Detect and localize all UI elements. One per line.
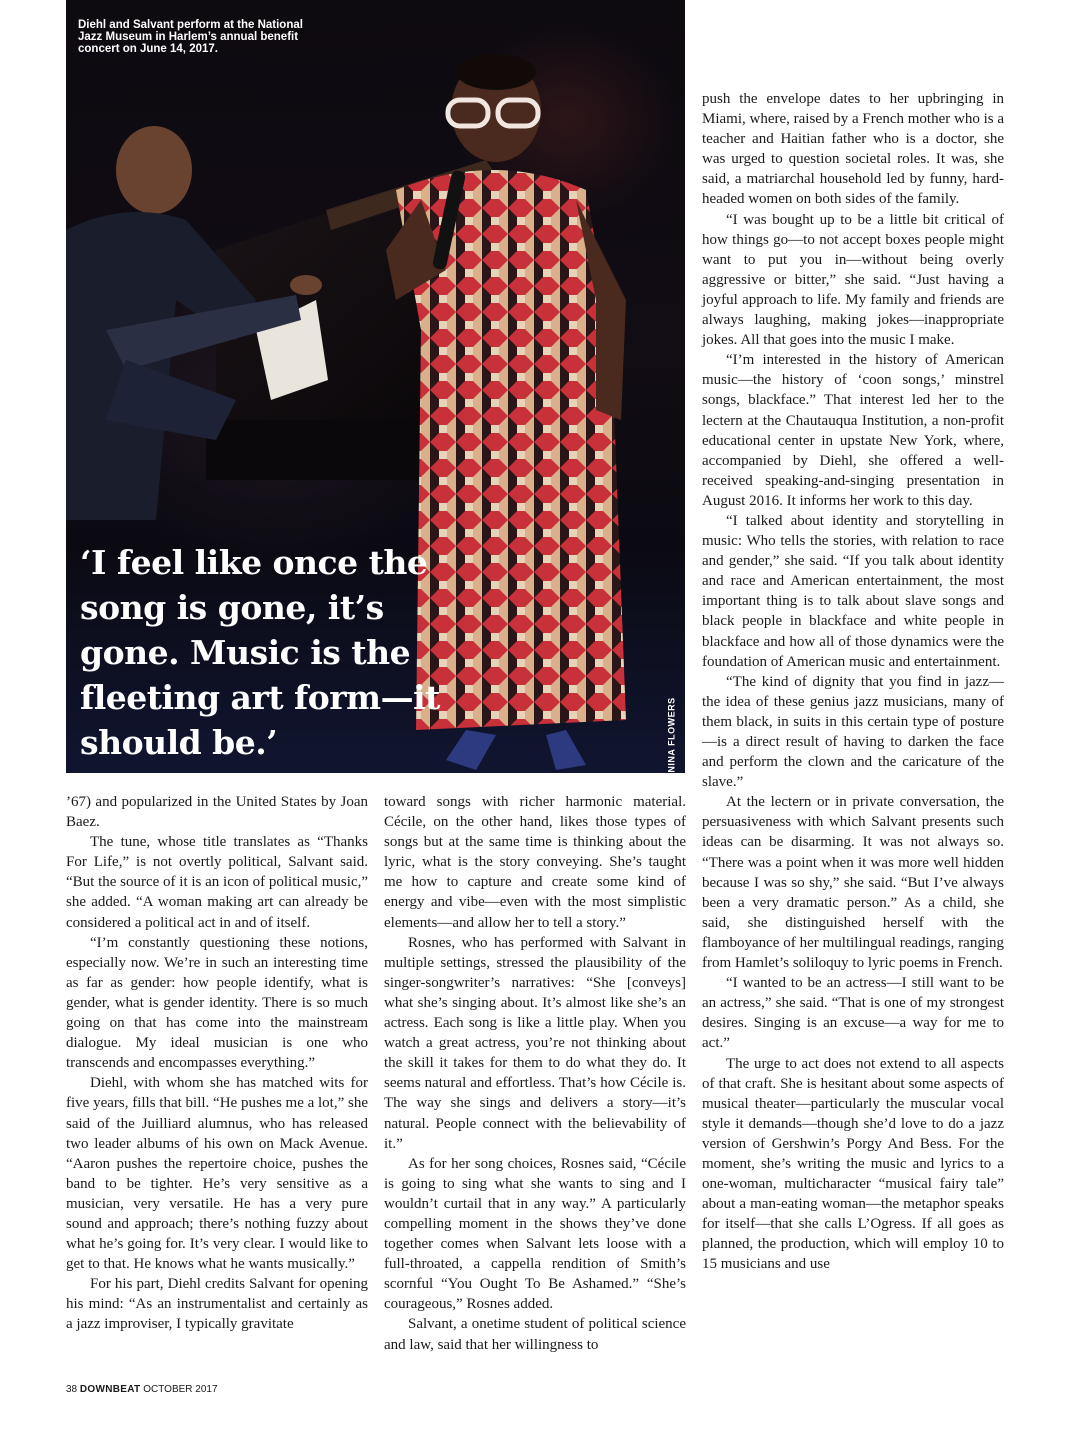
photo-credit bbox=[662, 697, 682, 773]
paragraph: At the lectern or in private conversation, the persuasiveness with which Salvant presents such ideas can be disarming. It was not always so. “There was a point when it was more well hidden because I was so shy,” she said. “But I’ve always been a very dramatic person.” As a child, she said, she distinguished herself with the flamboyance of her multilingual readings, ranging from Hamlet’s soliloquy to lyric poems in French. bbox=[702, 794, 1004, 972]
magazine-name: DOWNBEAT bbox=[79, 1384, 141, 1395]
article-column-3 bbox=[702, 89, 1004, 1275]
paragraph: “The kind of dignity that you find in jazz—the idea of these genius jazz musicians, many of them black, in suits in this certain type of posture—is a direct result of having to darken the face and perform the clown and the caricature of the slave.” bbox=[702, 673, 1004, 791]
paragraph: The urge to act does not extend to all aspects of that craft. She is hesitant about some aspects of musical theater—particularly the muscular vocal style it demands—though she’d love to do a jazz version of Gershwin’s Porgy And Bess. For the moment, she’s writing the music and lyrics to a one-woman, multicharacter “musical fairy tale” about a man-eating woman—the metaphor speaks for itself—that she calls L’Ogress. If all goes as planned, the production, which will employ 10 to 15 musicians and use bbox=[702, 1055, 1004, 1273]
paragraph: For his part, Diehl credits Salvant for opening his mind: “As an instrumentalist and certainly as a jazz improviser, I typically gravitate bbox=[66, 1276, 368, 1333]
paragraph: The tune, whose title translates as “Thanks For Life,” is not overtly political, Salvant said. “But the source of it is an icon of political music,” she added. “A woman making art can already be considered a political act in and of itself. bbox=[66, 834, 369, 931]
paragraph: “I talked about identity and storytelling in music: Who tells the stories, with relation to race and gender,” she said. “If you talk about identity and race and American entertainment, the most important thing is to talk about slave songs and black people in blackface and white people in blackface and how all of those dynamics were the foundation of American music and entertainment. bbox=[702, 512, 1004, 670]
page-number: 38 bbox=[66, 1384, 78, 1395]
issue-date: OCTOBER 2017 bbox=[143, 1384, 218, 1395]
paragraph: “I’m constantly questioning these notions, especially now. We’re in such an interesting time as far as gender: how people identify, what is gender, what is gender identity. There is so much going on that has come into the mainstream dialogue. My ideal musician is one who transcends and encompasses everything.” bbox=[66, 934, 368, 1072]
paragraph: “I wanted to be an actress—I still want to be an actress,” she said. “That is one of my strongest desires. Singing is an excuse—a way for me to act.” bbox=[702, 975, 1004, 1052]
photo-caption: Diehl and Salvant perform at the National Jazz Museum in Harlem’s annual benefit concert on June 14, 2017. bbox=[78, 19, 303, 55]
paragraph: Salvant, a onetime student of political science and law, said that her willingness to bbox=[384, 1316, 686, 1353]
paragraph: “I was bought up to be a little bit critical of how things go—to not accept boxes people might want to put you in—without being overly aggressive or bitter,” she said. “Just having a joyful approach to life. My family and friends are always laughing, making jokes—inappropriate jokes. All that goes into the music I make. bbox=[702, 211, 1004, 349]
paragraph: ’67) and popularized in the United States by Joan Baez. bbox=[66, 794, 368, 831]
paragraph: As for her song choices, Rosnes said, “Cécile is going to sing what she wants to sing and I wouldn’t curtail that in any way.” A particularly compelling moment in the shows they’ve done together comes when Salvant lets loose with a full-throated, a cappella rendition of Smith’s scornful “You Ought To Be Ashamed.” “She’s courageous,” Rosnes added. bbox=[384, 1155, 686, 1313]
paragraph: Diehl, with whom she has matched wits for five years, fills that bill. “He pushes me a lot,” she said of the Juilliard alumnus, who has released two leader albums of his own on Mack Avenue. “Aaron pushes the repertoire choice, pushes the band to be tighter. He’s very sensitive as a musician, very versatile. He has a very pure sound and approach; there’s nothing fuzzy about what he’s going for. It’s very clear. I would like to get to that. He knows what he wants musically.” bbox=[66, 1075, 368, 1273]
paragraph: push the envelope dates to her upbringing in Miami, where, raised by a French mother who is a teacher and Haitian father who is a doctor, she was urged to question societal roles. It was, she said, a matriarchal household led by funny, hard-headed women on both sides of the family. bbox=[702, 91, 1004, 208]
paragraph: toward songs with richer harmonic material. Cécile, on the other hand, likes those types of songs but at the same time is thinking about the lyric, what is the story conveying. She’s taught me how to capture and create some kind of energy and vibe—even with the most simplistic elements—and allow her to tell a story.” bbox=[384, 794, 686, 931]
concert-photo bbox=[66, 0, 685, 773]
photo-credit-text: NINA FLOWERS bbox=[667, 697, 678, 773]
page-footer bbox=[66, 1384, 218, 1395]
article-column-2 bbox=[384, 792, 686, 1355]
paragraph: “I’m interested in the history of American music—the history of ‘coon songs,’ minstrel songs, blackface.” That interest led her to the lectern at the Chautauqua Institution, a non-profit educational center in upstate New York, where, accompanied by Diehl, she offered a well-received speaking-and-singing presentation in August 2016. It informs her work to this day. bbox=[702, 352, 1004, 509]
pull-quote: ‘I feel like once the song is gone, it’s gone. Music is the fleeting art form—it should be.’ bbox=[80, 543, 440, 762]
article-column-1 bbox=[66, 792, 368, 1335]
paragraph: Rosnes, who has performed with Salvant in multiple settings, stressed the plausibility of the singer-songwriter’s narratives: “She [conveys] what she’s singing about. It’s almost like she’s an actress. Each song is like a little play. When you watch a great actress, you’re not thinking about the skill it takes for them to do what they do. It seems natural and effortless. That’s how Cécile is. The way she sings and delivers a story—it’s natural. People connect with the believability of it.” bbox=[384, 934, 686, 1152]
